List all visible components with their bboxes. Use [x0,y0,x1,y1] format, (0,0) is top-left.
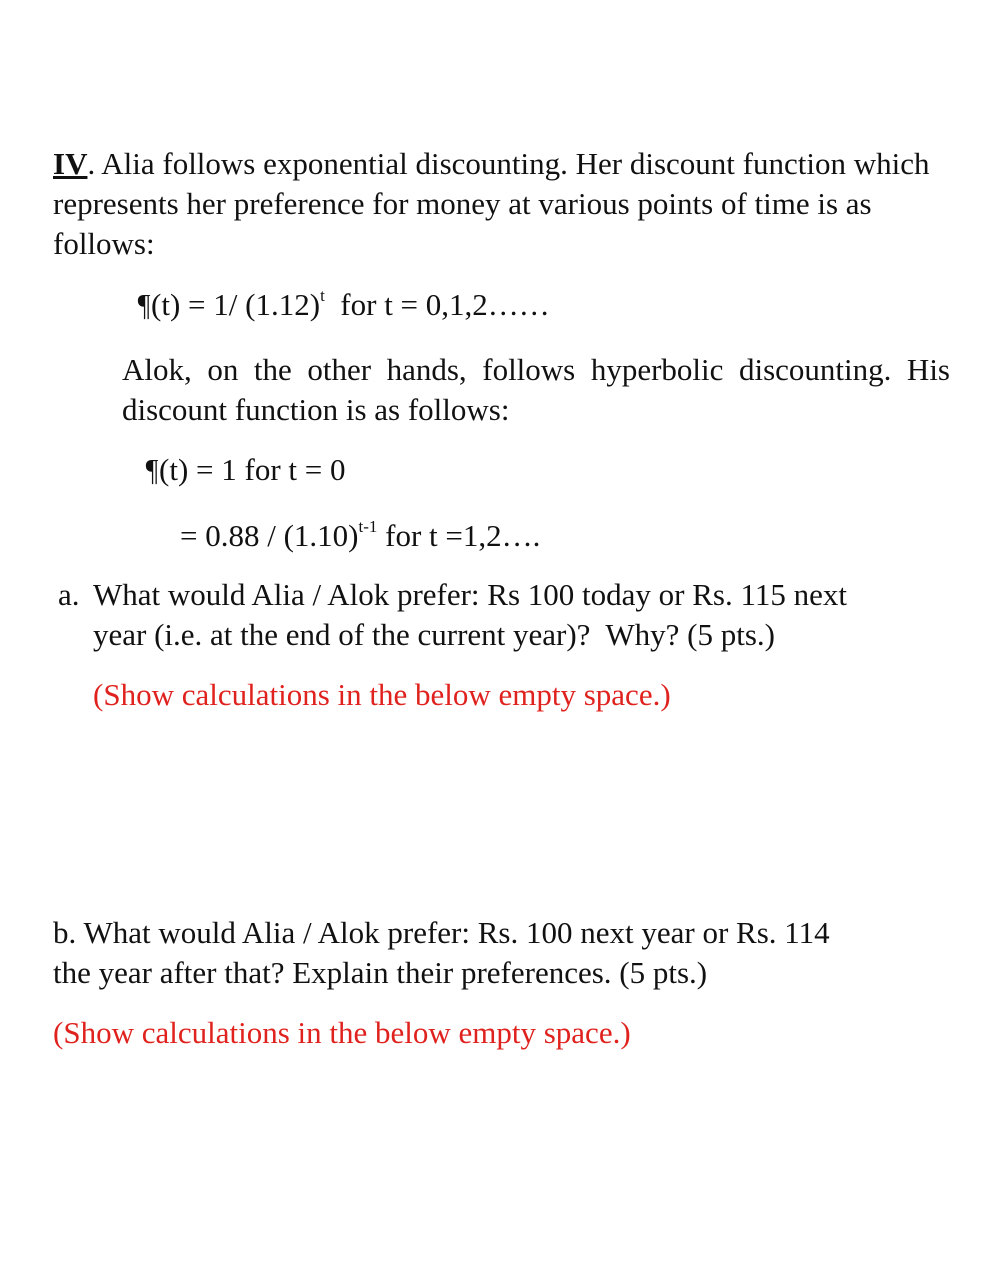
section-intro [53,144,945,264]
question-b-line2 [53,953,707,993]
question-a-text-line1: What would Alia / Alok prefer: Rs 100 today or Rs. 115 next [93,577,847,612]
alok-intro-text: Alok, on the other hands, follows hyperbolic discounting. His discount function is as follows: [122,352,950,427]
discount-function-symbol: ¶ [145,452,159,487]
question-a-line2 [93,615,775,655]
alok-function-line1-text: (t) = 1 for t = 0 [159,452,346,487]
alok-discount-function-line1 [145,450,346,490]
discount-function-symbol: ¶ [137,287,151,322]
alia-discount-function [137,285,550,325]
alia-function-lhs: (t) = 1/ (1.12) [151,287,321,322]
alia-function-condition: for t = 0,1,2…… [324,287,550,322]
question-b-text-line1: b. What would Alia / Alok prefer: Rs. 100 next year or Rs. 114 [53,915,830,950]
question-b-line1 [53,913,830,953]
alok-function-line2-prefix: = 0.88 / (1.10) [180,518,359,553]
question-b-instruction-text: (Show calculations in the below empty space.) [53,1015,631,1050]
question-a-text-line2: year (i.e. at the end of the current year)? Why? (5 pts.) [93,617,775,652]
question-b-instruction [53,1013,631,1053]
question-a-line1 [58,575,952,615]
alia-function-exponent: t [320,285,325,305]
alok-intro [122,350,950,430]
section-intro-text: . Alia follows exponential discounting. Her discount function which represents her preference for money at various points of time is as follows: [53,146,930,261]
alok-function-line2-exponent: t-1 [358,516,378,536]
question-a-label: a. [58,577,80,612]
question-b-text-line2: the year after that? Explain their preferences. (5 pts.) [53,955,708,990]
alok-function-line2-suffix: for t =1,2…. [377,518,541,553]
section-number: IV [53,146,88,181]
alok-discount-function-line2 [180,516,540,556]
question-a-instruction [93,675,671,715]
question-a-instruction-text: (Show calculations in the below empty space.) [93,677,671,712]
